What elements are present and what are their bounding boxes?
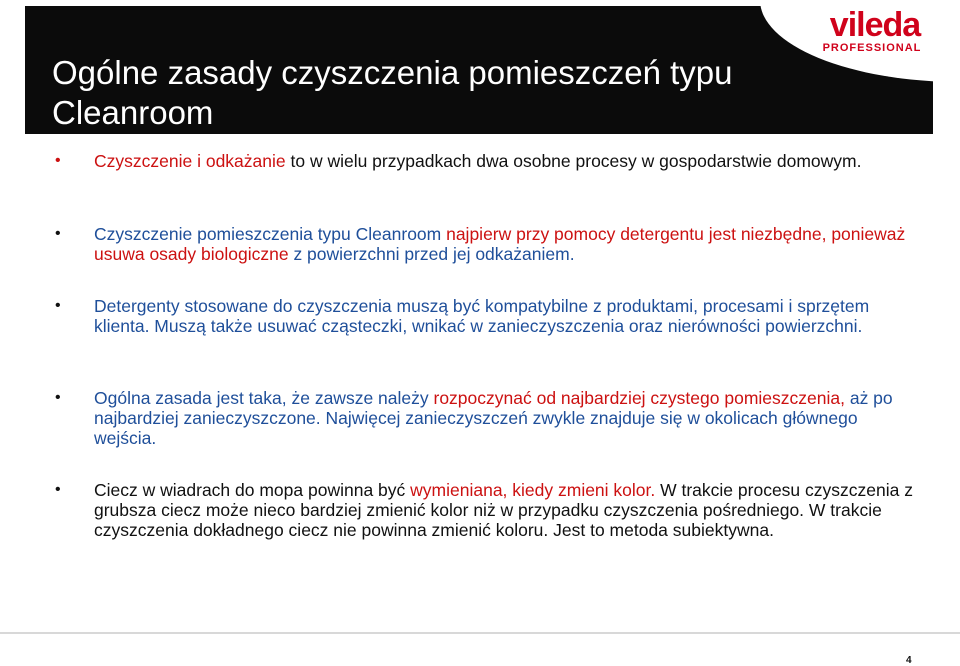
bullet-item-1	[94, 151, 914, 171]
bullet-text-segment: najpierw przy pomocy detergentu jest niezbędne, ponieważ usuwa osady biologiczne	[94, 224, 906, 264]
bullet-item-3	[94, 296, 914, 336]
logo-subtitle: PROFESSIONAL	[822, 42, 922, 54]
bullet-dot-icon: •	[55, 225, 61, 242]
bullet-dot-icon: •	[55, 297, 61, 314]
bullet-text-segment: Detergenty stosowane do czyszczenia muszą być kompatybilne z produktami, procesami i sprzętem klienta. Muszą także usuwać cząsteczki, wnikać w zanieczyszczenia oraz nierówności powierzchni.	[94, 296, 870, 336]
bullet-text-segment: W trakcie procesu czyszczenia z grubsza ciecz może nieco bardziej zmienić kolor niż w przypadku czyszczenia pośredniego. W trakcie czyszczenia dokładnego ciecz nie powinna zmienić koloru. Jest to metoda subiektywna.	[94, 480, 913, 540]
bullet-text-segment: rozpoczynać od najbardziej czystego pomieszczenia,	[433, 388, 845, 408]
bullet-dot-icon: •	[55, 389, 61, 406]
bullet-item-2	[94, 224, 914, 264]
bullet-dot-icon: •	[55, 481, 61, 498]
bullet-dot-icon: •	[55, 152, 61, 169]
bullet-text-segment: Czyszczenie i odkażanie	[94, 151, 286, 171]
footer-divider	[0, 632, 960, 634]
bullet-text-segment: Ciecz w wiadrach do mopa powinna być	[94, 480, 411, 500]
page-title: Ogólne zasady czyszczenia pomieszczeń typu Cleanroom	[52, 54, 733, 131]
bullet-text-segment: Ogólna zasada jest taka, że zawsze należy	[94, 388, 434, 408]
bullet-item-5	[94, 480, 914, 540]
bullet-text-segment: to w wielu przypadkach dwa osobne procesy w gospodarstwie domowym.	[285, 151, 862, 171]
vileda-logo: vileda	[829, 6, 921, 44]
page-number: 4	[906, 655, 912, 666]
bullet-text-segment: wymieniana, kiedy zmieni kolor.	[410, 480, 656, 500]
bullet-text-segment: z powierzchni przed jej odkażaniem.	[288, 244, 575, 264]
bullet-text-segment: Czyszczenie pomieszczenia typu Cleanroom	[94, 224, 447, 244]
bullet-text-segment: aż po najbardziej zanieczyszczone. Najwięcej zanieczyszczeń zwykle znajduje się w okolicach głównego wejścia.	[94, 388, 893, 448]
bullet-item-4	[94, 388, 914, 448]
